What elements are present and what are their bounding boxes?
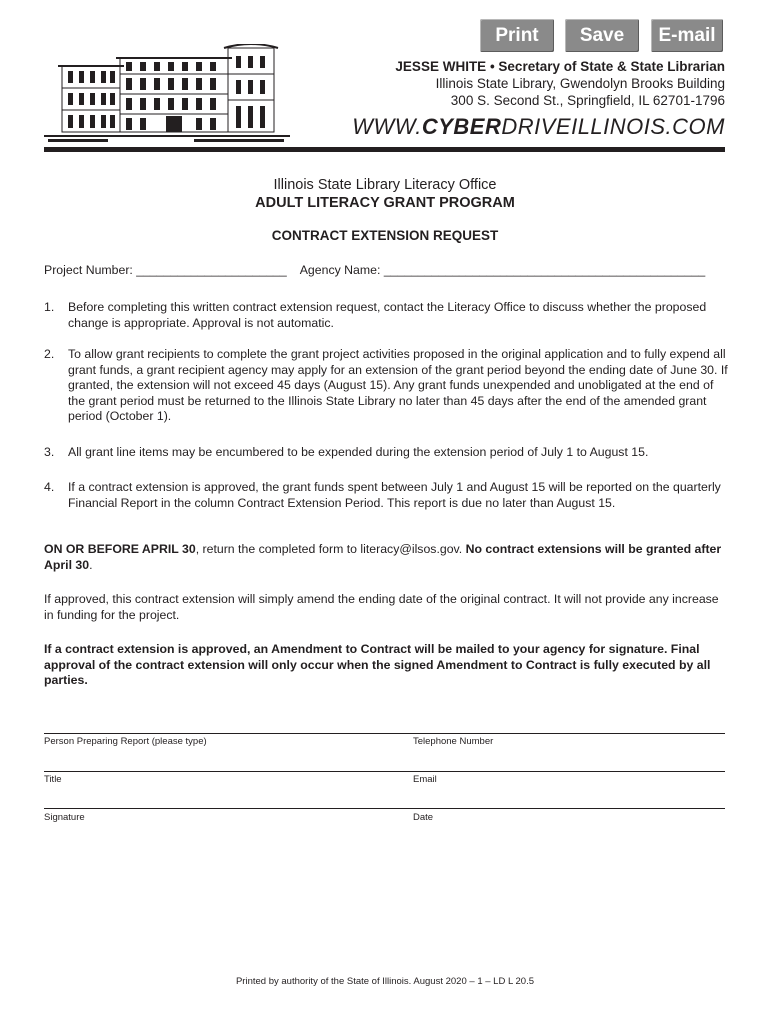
- secretary-name-line: JESSE WHITE • Secretary of State & State Librarian: [395, 59, 725, 74]
- person-preparing-label: Person Preparing Report (please type): [44, 736, 207, 747]
- deadline-end: .: [89, 557, 93, 572]
- print-button[interactable]: Print: [480, 19, 554, 52]
- telephone-label: Telephone Number: [413, 736, 494, 747]
- title-email-line[interactable]: [44, 771, 725, 772]
- item-number: 4.: [44, 480, 55, 494]
- list-item: [44, 480, 729, 511]
- signature-label: Signature: [44, 812, 85, 823]
- item-text: Before completing this written contract extension request, contact the Literacy Office to discuss whether the proposed change is appropriate. Approval is not automatic.: [68, 300, 707, 330]
- item-text: To allow grant recipients to complete the grant project activities proposed in the original application and to fully expend all grant funds, a grant recipient agency may apply for an extension of the grant period beyond the ending date of June 30. If granted, the extension will not exceed 45 days (August 15). Any grant funds unexpended and unobligated at the end of the grant period must be returned to the Illinois State Library no later than 45 days after the end of the amended grant period (October 1).: [68, 347, 728, 424]
- project-number-label: Project Number:: [44, 263, 133, 277]
- library-building-logo: [44, 44, 290, 148]
- website-suffix: DRIVEILLINOIS.COM: [501, 114, 725, 139]
- list-item: [44, 300, 729, 331]
- deadline-lead: ON OR BEFORE APRIL 30: [44, 542, 196, 556]
- item-number: 3.: [44, 445, 55, 459]
- signature-date-line[interactable]: [44, 808, 725, 809]
- item-number: 1.: [44, 300, 55, 314]
- project-agency-fields: [44, 263, 734, 279]
- address-line: 300 S. Second St., Springfield, IL 62701-1796: [450, 93, 725, 108]
- form-title: CONTRACT EXTENSION REQUEST: [271, 228, 499, 243]
- footer-note: Printed by authority of the State of Illinois. August 2020 – 1 – LD L 20.5: [235, 976, 535, 987]
- deadline-tail: No contract extensions will be granted after April 30: [44, 542, 722, 572]
- project-number-field[interactable]: ______________________: [136, 263, 287, 277]
- deadline-paragraph: [44, 542, 729, 573]
- office-title: Illinois State Library Literacy Office: [273, 177, 497, 193]
- program-title: ADULT LITERACY GRANT PROGRAM: [255, 195, 515, 211]
- agency-name-label: Agency Name:: [299, 263, 381, 277]
- title-label: Title: [44, 774, 62, 785]
- email-label: Email: [413, 774, 437, 785]
- amendment-note: If a contract extension is approved, an Amendment to Contract will be mailed to your agency for signature. Final approval of the contract extension will only occur when the signed Amendment to Contract is fully executed by all parties.: [44, 642, 711, 688]
- list-item: [44, 445, 648, 461]
- item-text: If a contract extension is approved, the grant funds spent between July 1 and August 15 will be reported on the quarterly Financial Report in the column Contract Extension Period. This report is due no later than August 15.: [68, 480, 721, 510]
- list-item: [44, 347, 729, 425]
- save-button[interactable]: Save: [565, 19, 639, 52]
- website-logo: [352, 114, 725, 140]
- item-text: All grant line items may be encumbered to be expended during the extension period of July 1 to August 15.: [68, 445, 649, 459]
- item-number: 2.: [44, 347, 55, 361]
- date-label: Date: [413, 812, 434, 823]
- person-phone-line[interactable]: [44, 733, 725, 734]
- approved-note: If approved, this contract extension will simply amend the ending date of the original contract. It will not provide any increase in funding for the project.: [44, 592, 719, 622]
- header-rule: [44, 147, 725, 152]
- website-bold: CYBER: [421, 114, 502, 139]
- agency-name-field[interactable]: _______________________________________________: [383, 263, 706, 277]
- library-name-line: Illinois State Library, Gwendolyn Brooks Building: [435, 76, 725, 91]
- website-prefix: WWW.: [352, 114, 422, 139]
- deadline-middle: , return the completed form to literacy@ilsos.gov.: [195, 542, 466, 556]
- email-button[interactable]: E-mail: [651, 19, 723, 52]
